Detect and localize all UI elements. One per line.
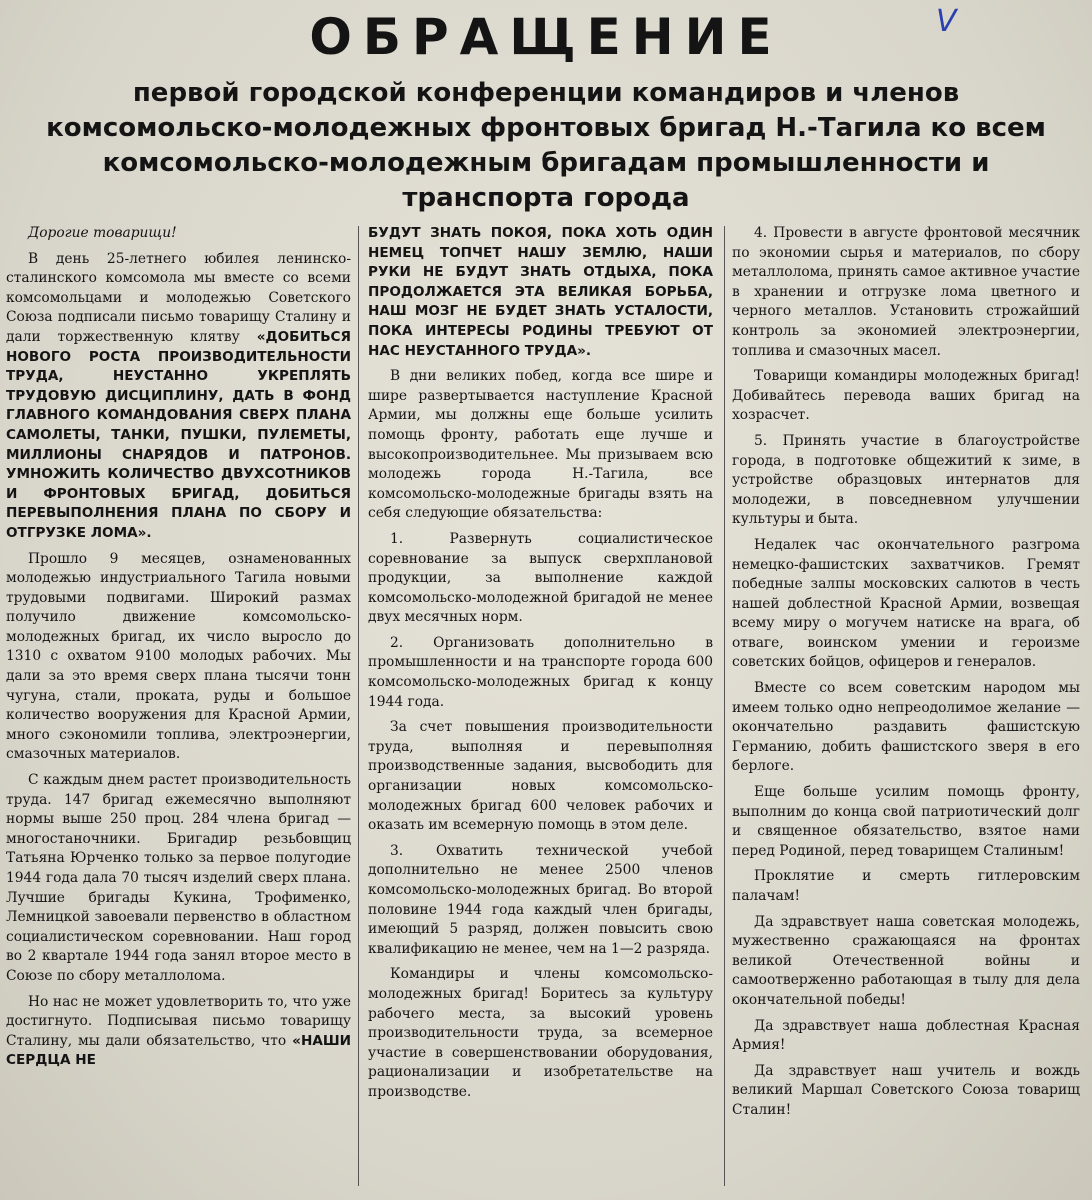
article-subtitle: первой городской конференции командиров и членов комсомольско-молодежных фронтовых бригад Н.-Тагила ко всем комсомольско-молодежным бригадам промышленности и транспорта города: [46, 78, 1046, 213]
paragraph: Товарищи командиры молодежных бригад! Добивайтесь перевода ваших бригад на хозрасчет.: [732, 368, 1080, 424]
paragraph: Недалек час окончательного разгрома немецко-фашистских захватчиков. Гремят победные залпы московских салютов в честь нашей доблестной Красной Армии, возвещая всему миру о могучем натиске на врага, об отваге, воинском умении и героизме советских бойцов, офицеров и генералов.: [732, 536, 1080, 671]
text-column-2: [368, 224, 713, 1109]
text-column-1: [6, 224, 351, 1077]
slogan: Проклятие и смерть гитлеровским палачам!: [732, 868, 1080, 904]
paragraph: Еще больше усилим помощь фронту, выполним до конца свой патриотический долг и священное обязательство, взятое нами перед Родиной, перед товарищем Сталиным!: [732, 784, 1080, 859]
paragraph: За счет повышения производительности труда, выполняя и перевыполняя производственные задания, высвободить для организации новых комсомольско-молодежных бригад 600 человек рабочих и оказать им всемерную помощь в этом деле.: [368, 719, 713, 834]
column-divider: [358, 226, 359, 1186]
pledge-quote-continued: БУДУТ ЗНАТЬ ПОКОЯ, ПОКА ХОТЬ ОДИН НЕМЕЦ ТОПЧЕТ НАШУ ЗЕМЛЮ, НАШИ РУКИ НЕ БУДУТ ЗНАТЬ ОТДЫХА, ПОКА ПРОДОЛЖАЕТСЯ ЭТА ВЕЛИКАЯ БОРЬБА, НАШ МОЗГ НЕ БУДЕТ ЗНАТЬ УСТАЛОСТИ, ПОКА ИНТЕРЕСЫ РОДИНЫ ТРЕБУЮТ ОТ НАС НЕУСТАННОГО ТРУДА».: [368, 225, 713, 359]
slogan: Да здравствует наша советская молодежь, мужественно сражающаяся на фронтах великой Отечественной войны и самоотверженно работающая в тылу для дела окончательной победы!: [732, 913, 1080, 1008]
paragraph-text: Но нас не может удовлетворить то, что уже достигнуто. Подписывая письмо товарищу Сталину, мы дали обязательство, что: [6, 993, 351, 1049]
margin-check-mark: V: [936, 4, 957, 39]
column-divider: [724, 226, 725, 1186]
paragraph: С каждым днем растет производительность труда. 147 бригад ежемесячно выполняют нормы выше 250 проц. 284 члена бригад — многостаночники. Бригадир резьбовщиц Татьяна Юрченко только за первое полугодие 1944 года дала 70 тысяч изделий сверх плана. Лучшие бригады Кукина, Трофименко, Лемницкой завоевали первенство в областном социалистическом соревновании. Наш город во 2 квартале 1944 года занял второе место в Союзе по сбору металлолома.: [6, 772, 351, 984]
obligation-item: 3. Охватить технической учебой дополнительно не менее 2500 членов комсомольско-молодежных бригад. Во второй половине 1944 года каждый член бригады, имеющий 5 разряд, должен повысить свою квалификацию не менее, чем на 1—2 разряда.: [368, 842, 713, 957]
obligation-item: 4. Провести в августе фронтовой месячник по экономии сырья и материалов, по сбору металлолома, принять самое активное участие в хранении и отгрузке лома цветного и черного металлов. Установить строжайший контроль за экономией электроэнергии, топлива и смазочных масел.: [732, 225, 1080, 359]
paragraph: Командиры и члены комсомольско-молодежных бригад! Боритесь за культуру рабочего места, за высокий уровень производительности труда, за всемерное участие в совершенствовании оборудования, рационализации и изобретательстве на производстве.: [368, 966, 713, 1100]
obligation-item: 5. Принять участие в благоустройстве города, в подготовке общежитий к зиме, в устройстве образцовых интернатов для молодежи, в повседневном улучшении культуры и быта.: [732, 432, 1080, 528]
paragraph: В дни великих побед, когда все шире и шире развертывается наступление Красной Армии, мы должны еще больше усилить помощь фронту, работать еще лучше и высокопроизводительнее. Мы призываем всю молодежь города Н.-Тагила, все комсомольско-молодежные бригады взять на себя следующие обязательства:: [368, 368, 713, 522]
slogan: Да здравствует наш учитель и вождь великий Маршал Советского Союза товарищ Сталин!: [732, 1062, 1080, 1118]
pledge-quote-start: «НАШИ СЕРДЦА НЕ: [6, 1032, 352, 1069]
paragraph: [6, 250, 351, 544]
article-title: ОБРАЩЕНИЕ: [309, 8, 783, 66]
paragraph: Вместе со всем советским народом мы имеем только одно непреодолимое желание — окончательно раздавить фашистскую Германию, добить фашистского зверя в его берлоге.: [732, 680, 1080, 775]
text-column-3: [732, 224, 1080, 1127]
paragraph-text: В день 25-летнего юбилея ленинско-сталинского комсомола мы вместе со всеми комсомольцами и молодежью Советского Союза подписали письмо товарищу Сталину и дали торжественную клятву: [6, 250, 351, 345]
obligation-item: 2. Организовать дополнительно в промышленности и на транспорте города 600 комсомольско-молодежных бригад к концу 1944 года.: [368, 634, 713, 710]
greeting: Дорогие товарищи!: [28, 225, 177, 241]
paragraph: [6, 993, 351, 1071]
obligation-item: 1. Развернуть социалистическое соревнование за выпуск сверхплановой продукции, за выполнение каждой комсомольско-молодежной бригадой не менее двух месячных норм.: [368, 530, 713, 626]
paragraph: Прошло 9 месяцев, ознаменованных молодежью индустриального Тагила новыми трудовыми подвигами. Широкий размах получило движение комсомольско-молодежных бригад, их число выросло до 1310 с охватом 9100 молодых рабочих. Мы дали за это время сверх плана тысячи тонн чугуна, стали, проката, руды и большое количество вооружения для Красной Армии, много сэкономили топлива, электроэнергии, смазочных материалов.: [6, 550, 351, 763]
slogan: Да здравствует наша доблестная Красная Армия!: [732, 1017, 1080, 1054]
oath-quote: «ДОБИТЬСЯ НОВОГО РОСТА ПРОИЗВОДИТЕЛЬНОСТИ ТРУДА, НЕУСТАННО УКРЕПЛЯТЬ ТРУДОВУЮ ДИСЦИПЛИНУ, ДАТЬ В ФОНД ГЛАВНОГО КОМАНДОВАНИЯ СВЕРХ ПЛАНА САМОЛЕТЫ, ТАНКИ, ПУШКИ, ПУЛЕМЕТЫ, МИЛЛИОНЫ СНАРЯДОВ И ПАТРОНОВ. УМНОЖИТЬ КОЛИЧЕСТВО ДВУХСОТНИКОВ И ФРОНТОВЫХ БРИГАД, ДОБИТЬСЯ ПЕРЕВЫПОЛНЕНИЯ ПЛАНА ПО СБОРУ И ОТГРУЗКЕ ЛОМА».: [6, 328, 351, 541]
